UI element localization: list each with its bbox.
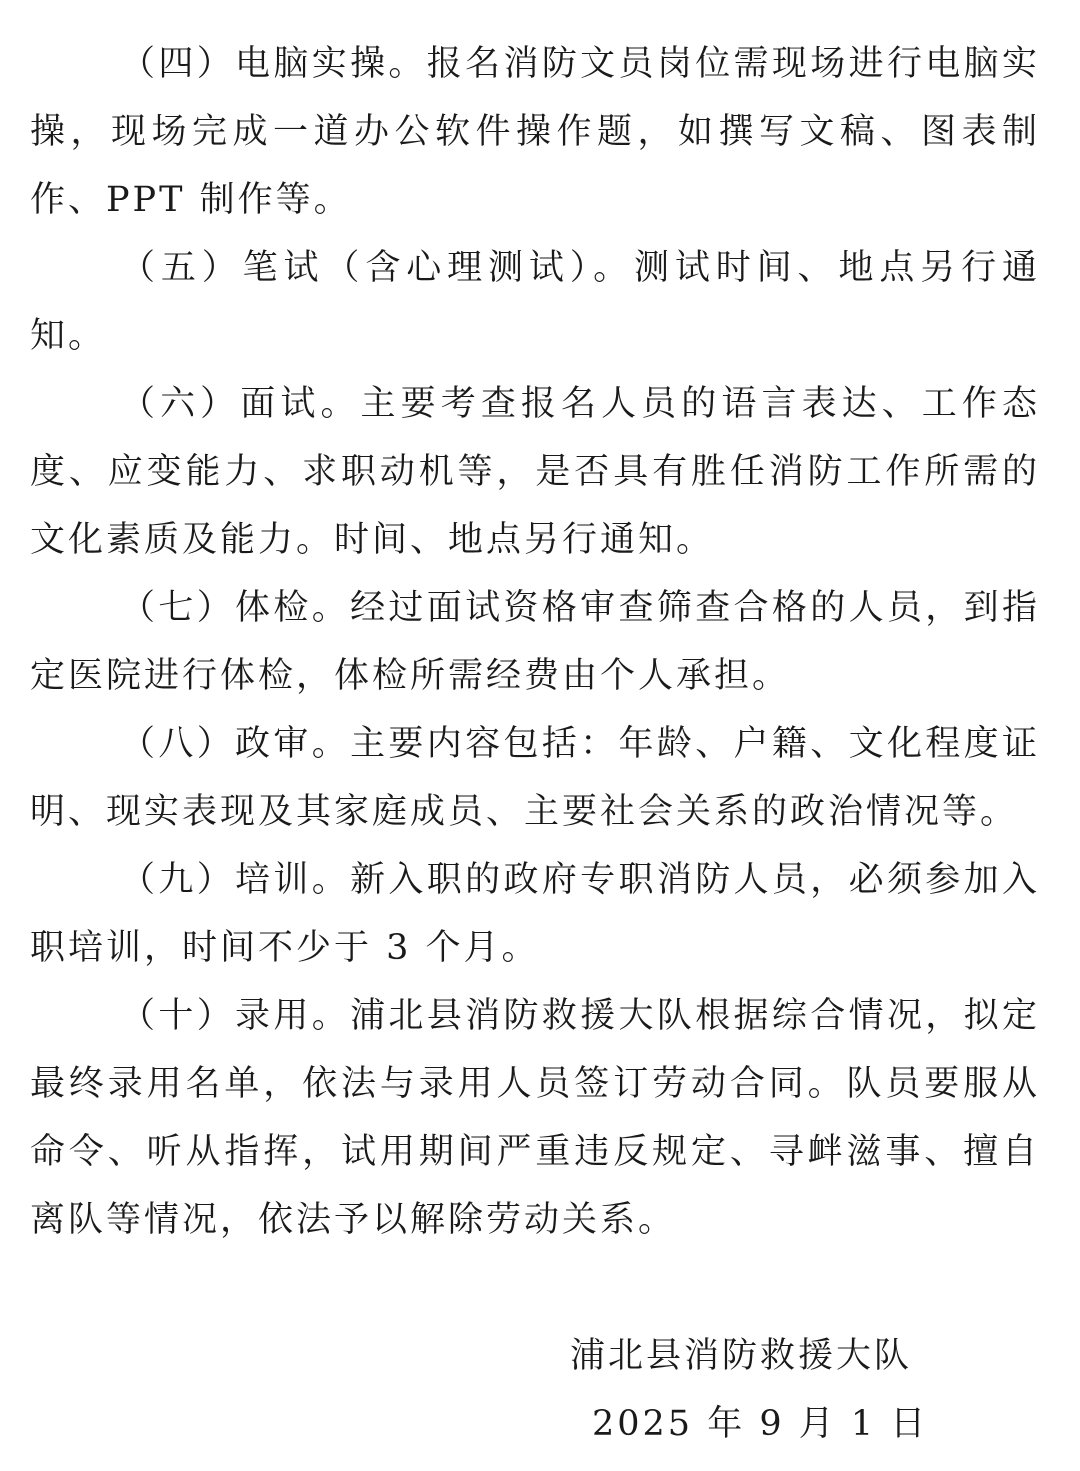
- signature-organization: 浦北县消防救援大队: [570, 1336, 913, 1376]
- paragraph-written-test: （五）笔试（含心理测试）。测试时间、地点另行通知。: [30, 248, 1040, 356]
- signature-date: 2025 年 9 月 1 日: [592, 1404, 929, 1444]
- paragraph-training: （九）培训。新入职的政府专职消防人员，必须参加入职培训，时间不少于 3 个月。: [30, 860, 1040, 968]
- paragraph-political-review: （八）政审。主要内容包括：年龄、户籍、文化程度证明、现实表现及其家庭成员、主要社会关系的政治情况等。: [30, 724, 1040, 832]
- paragraph-interview: （六）面试。主要考查报名人员的语言表达、工作态度、应变能力、求职动机等，是否具有胜任消防工作所需的文化素质及能力。时间、地点另行通知。: [30, 384, 1040, 560]
- paragraph-physical-exam: （七）体检。经过面试资格审查筛查合格的人员，到指定医院进行体检，体检所需经费由个人承担。: [30, 588, 1040, 696]
- paragraph-computer-practice: （四）电脑实操。报名消防文员岗位需现场进行电脑实操，现场完成一道办公软件操作题，如撰写文稿、图表制作、PPT 制作等。: [30, 44, 1040, 220]
- paragraph-employment: （十）录用。浦北县消防救援大队根据综合情况，拟定最终录用名单，依法与录用人员签订劳动合同。队员要服从命令、听从指挥，试用期间严重违反规定、寻衅滋事、擅自离队等情况，依法予以解除劳动关系。: [30, 996, 1040, 1240]
- document-body: [30, 30, 1040, 1254]
